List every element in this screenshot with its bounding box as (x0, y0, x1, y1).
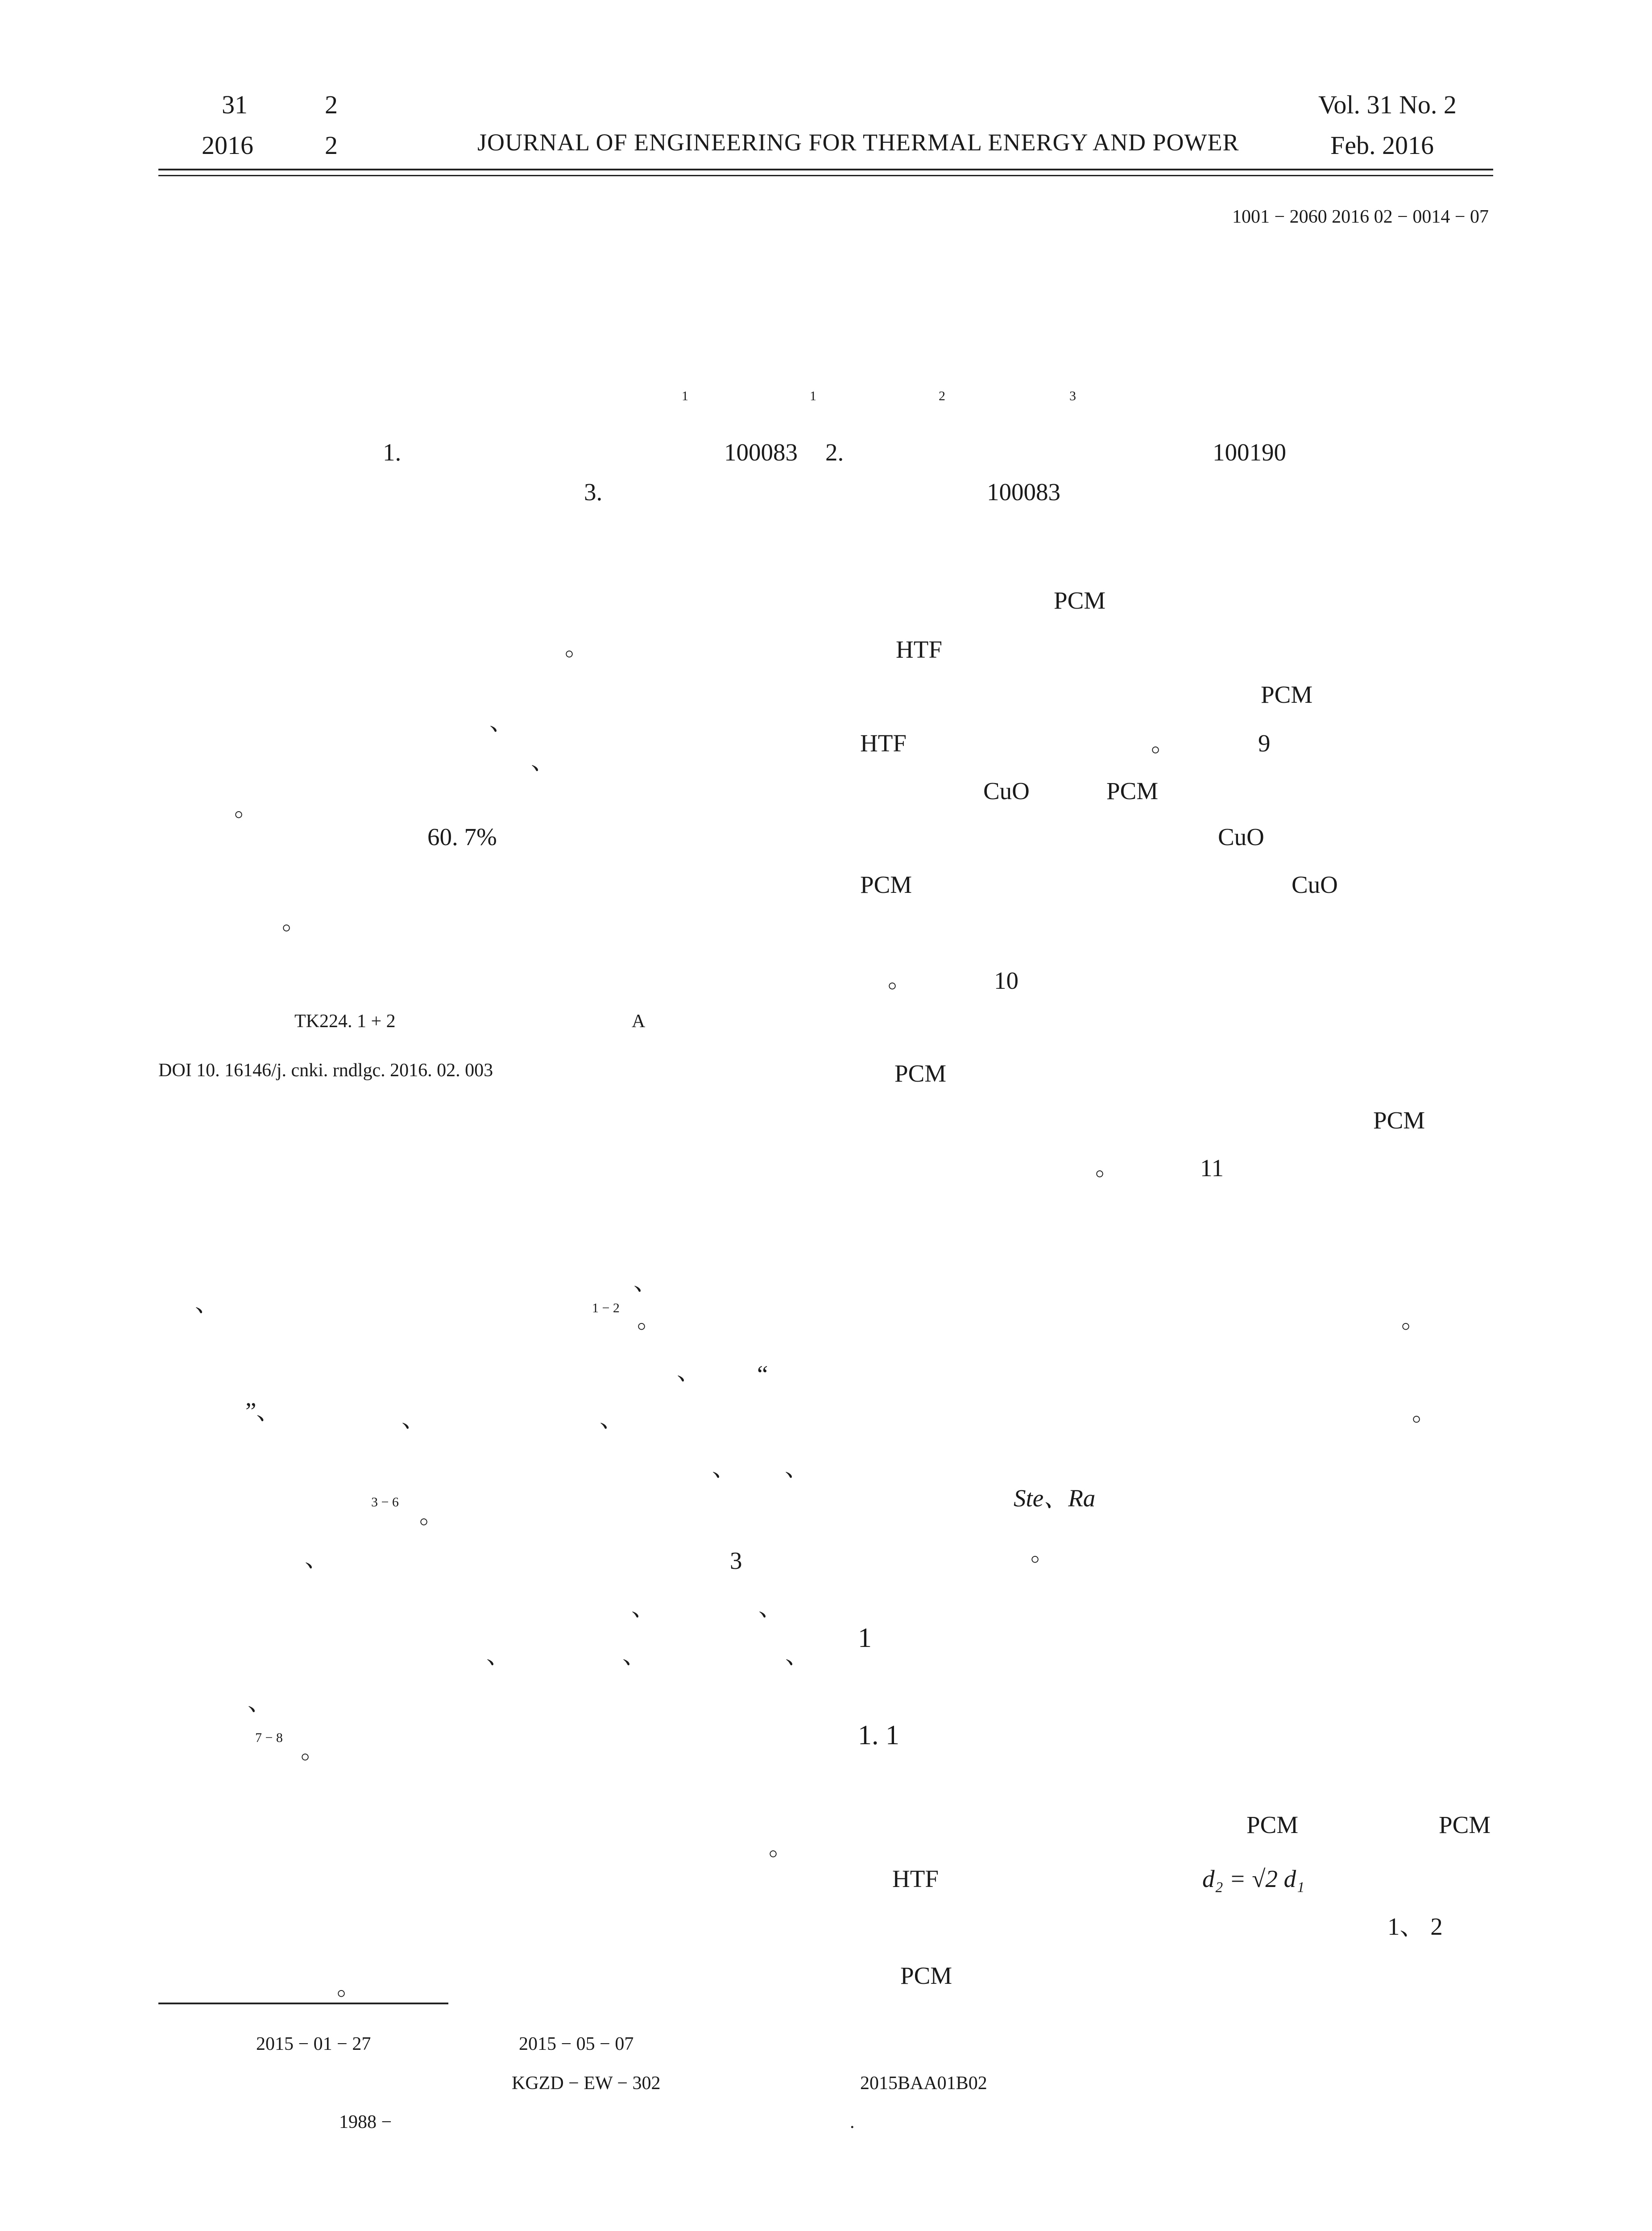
intro-ref-7-8: 7 − 8 (255, 1730, 283, 1745)
abstract-cuo-2: CuO (1218, 823, 1264, 850)
author-bio-end: . (850, 2112, 855, 2132)
volume-issue-en: Vol. 31 No. 2 (1318, 90, 1457, 119)
intro-comma-b: 、 (195, 1290, 220, 1317)
intro-period-d: 。 (769, 1833, 794, 1861)
author-mark-4: 3 (1069, 389, 1076, 403)
right-htf: HTF (892, 1865, 939, 1892)
abstract-period-3: 。 (234, 794, 259, 821)
doi: DOI 10. 16146/j. cnki. rndlgc. 2016. 02. 003 (158, 1060, 493, 1081)
figure-reference: 1、 2 (1387, 1913, 1443, 1940)
keywords-count-2: 11 (1200, 1154, 1224, 1182)
intro-period-a: 。 (637, 1306, 662, 1333)
abstract-pcm-4: PCM (860, 871, 912, 898)
affiliation-2-zip: 100190 (1213, 439, 1286, 466)
right-period-3: 。 (1031, 1539, 1056, 1566)
abstract-htf-2: HTF (860, 730, 907, 757)
intro-comma-m: 、 (785, 1642, 810, 1669)
intro-period-b: 。 (419, 1501, 444, 1529)
intro-comma-i: 、 (631, 1594, 656, 1621)
keywords-pcm-2: PCM (1373, 1107, 1425, 1134)
keywords-period: 。 (888, 966, 913, 993)
year-cn: 2016 (202, 131, 253, 160)
affiliation-2: 2. (825, 439, 844, 466)
footnote-rule (158, 2003, 448, 2004)
affiliation-3-zip: 100083 (987, 478, 1060, 506)
journal-title: JOURNAL OF ENGINEERING FOR THERMAL ENERGY AND POWER (477, 129, 1239, 156)
intro-ref-3-6: 3 − 6 (371, 1495, 399, 1509)
author-mark-1: 1 (682, 389, 688, 403)
fund-number-2: 2015BAA01B02 (860, 2073, 987, 2094)
date-en: Feb. 2016 (1330, 131, 1434, 160)
section-1-1-heading: 1. 1 (858, 1720, 899, 1750)
right-pcm-b: PCM (1439, 1811, 1491, 1838)
abstract-period-2: 。 (1151, 730, 1176, 757)
issue-number-cn: 2 (325, 90, 338, 119)
abstract-htf-1: HTF (896, 636, 942, 663)
keywords-pcm-1: PCM (894, 1060, 947, 1087)
intro-comma-g: 、 (785, 1454, 810, 1481)
intro-quote-close: ”、 (245, 1397, 281, 1425)
abstract-period-4: 。 (282, 908, 307, 935)
header-rule-bottom (158, 175, 1493, 176)
intro-comma-k: 、 (486, 1642, 511, 1669)
affiliation-3: 3. (584, 478, 603, 506)
intro-comma-l: 、 (622, 1642, 647, 1669)
author-mark-3: 2 (939, 389, 945, 403)
right-period-1: 。 (1401, 1306, 1426, 1333)
intro-period-c: 。 (301, 1737, 326, 1764)
affiliation-1-zip: 100083 (724, 439, 798, 466)
intro-comma-h: 、 (305, 1545, 330, 1572)
clc-number: TK224. 1 + 2 (294, 1011, 396, 1032)
abstract-pcm-1: PCM (1054, 587, 1106, 614)
keywords-count: 10 (994, 967, 1019, 994)
intro-number-3: 3 (730, 1547, 742, 1574)
right-pcm-c: PCM (900, 1962, 952, 1989)
section-1-heading: 1 (858, 1623, 872, 1653)
abstract-figure-9: 9 (1258, 730, 1271, 757)
intro-comma-d: 、 (402, 1405, 426, 1432)
abstract-comma-1: 、 (489, 708, 514, 735)
intro-comma-j: 、 (758, 1594, 783, 1621)
intro-period-e: 。 (337, 1973, 362, 2000)
article-number: 1001 − 2060 2016 02 − 0014 − 07 (1232, 207, 1489, 227)
abstract-percentage: 60. 7% (427, 823, 497, 850)
affiliation-1: 1. (383, 439, 402, 466)
right-pcm-a: PCM (1246, 1811, 1299, 1838)
month-cn: 2 (325, 131, 338, 160)
author-mark-2: 1 (810, 389, 816, 403)
intro-comma-n: 、 (248, 1688, 273, 1716)
abstract-comma-2: 、 (531, 747, 556, 775)
keywords-period-2: 。 (1095, 1153, 1120, 1181)
intro-comma-c: 、 (677, 1358, 702, 1385)
right-period-2: 。 (1412, 1399, 1437, 1426)
intro-comma-e: 、 (600, 1405, 625, 1432)
revised-date: 2015 − 05 − 07 (519, 2034, 634, 2054)
abstract-period-1: 。 (565, 634, 590, 661)
abstract-pcm-2: PCM (1261, 681, 1313, 708)
volume-number-cn: 31 (222, 90, 248, 119)
intro-quote-open: “ (757, 1360, 768, 1388)
author-born-year: 1988 − (339, 2112, 392, 2132)
abstract-pcm-3: PCM (1106, 777, 1159, 804)
diameter-formula: d₂ = √2 d₁ (1202, 1865, 1305, 1892)
dimensionless-numbers: Ste、Ra (1014, 1485, 1096, 1512)
abstract-cuo-3: CuO (1292, 871, 1338, 898)
received-date: 2015 − 01 − 27 (256, 2034, 371, 2054)
document-code: A (632, 1011, 646, 1032)
header-rule-top (158, 169, 1493, 170)
fund-number-1: KGZD − EW − 302 (512, 2073, 661, 2094)
abstract-cuo-1: CuO (983, 777, 1030, 804)
intro-comma-a: 、 (633, 1268, 658, 1295)
intro-ref-1-2: 1 − 2 (592, 1301, 620, 1315)
intro-comma-f: 、 (712, 1454, 737, 1481)
